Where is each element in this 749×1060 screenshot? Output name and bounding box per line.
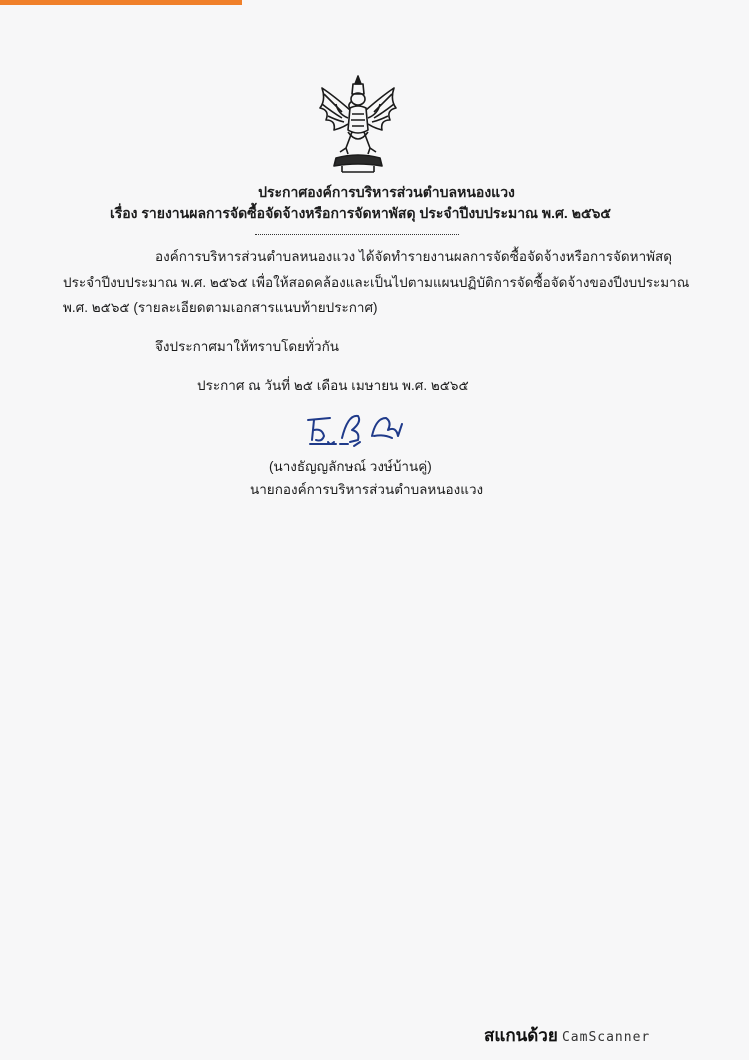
top-orange-strip (0, 0, 242, 5)
body-line-3: พ.ศ. ๒๕๖๕ (รายละเอียดตามเอกสารแนบท้ายประกาศ) (63, 300, 378, 315)
watermark-thai-text: สแกนด้วย (484, 1026, 558, 1045)
handwritten-signature-icon (300, 406, 412, 452)
announcement-date: ประกาศ ณ วันที่ ๒๕ เดือน เมษายน พ.ศ. ๒๕๖๕ (197, 378, 469, 393)
garuda-emblem-icon (312, 74, 404, 174)
announcement-title: ประกาศองค์การบริหารส่วนตำบลหนองแวง (258, 184, 515, 200)
watermark-brand-text: CamScanner (561, 1030, 651, 1045)
body-line-2: ประจำปีงบประมาณ พ.ศ. ๒๕๖๕ เพื่อให้สอดคล้องและเป็นไปตามแผนปฏิบัติการจัดซื้อจัดจ้างของปีงบประมาณ (63, 275, 690, 290)
signer-name: (นางธัญญลักษณ์ วงษ์บ้านคู่) (269, 459, 432, 474)
separator-dotted-line (255, 234, 459, 235)
signer-title: นายกองค์การบริหารส่วนตำบลหนองแวง (250, 482, 484, 497)
camscanner-watermark (484, 1026, 650, 1048)
announcement-subject: เรื่อง รายงานผลการจัดซื้อจัดจ้างหรือการจัดหาพัสดุ ประจำปีงบประมาณ พ.ศ. ๒๕๖๕ (109, 205, 612, 221)
notice-line: จึงประกาศมาให้ทราบโดยทั่วกัน (155, 339, 339, 354)
body-line-1: องค์การบริหารส่วนตำบลหนองแวง ได้จัดทำรายงานผลการจัดซื้อจัดจ้างหรือการจัดหาพัสดุ (155, 249, 673, 264)
